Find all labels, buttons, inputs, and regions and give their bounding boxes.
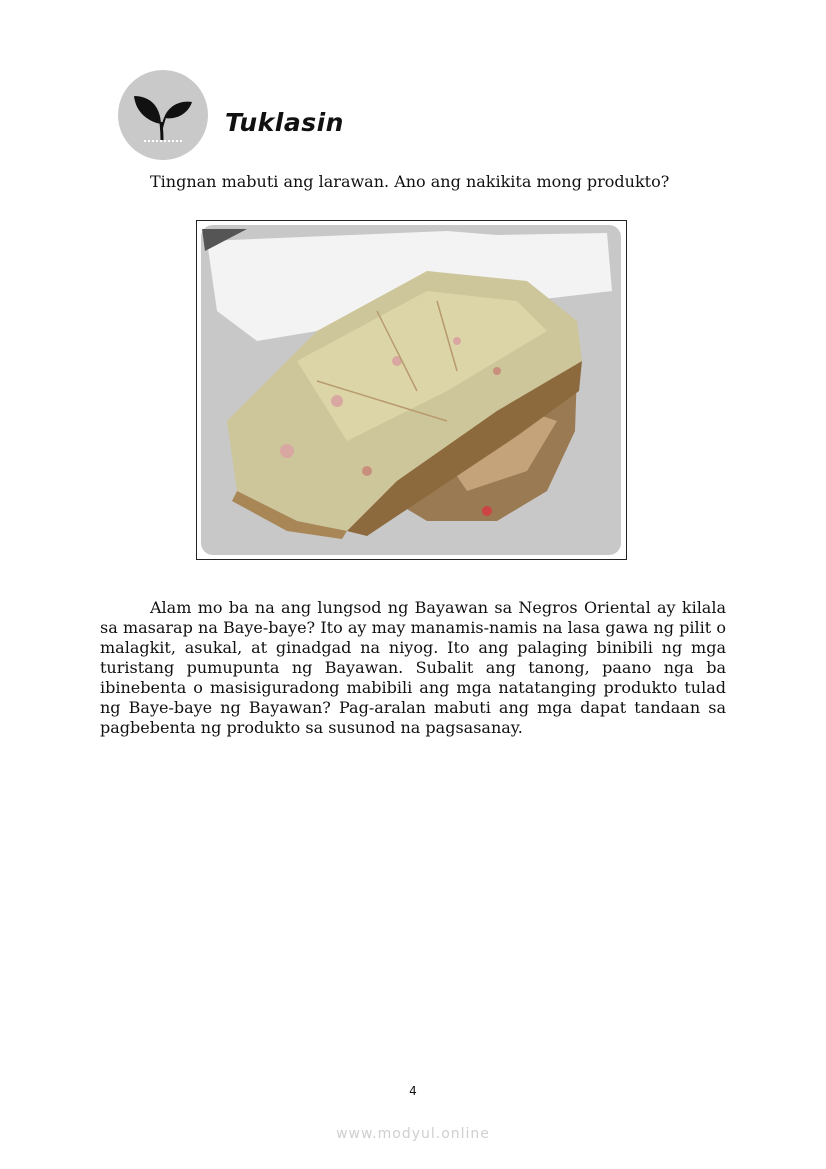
body-paragraph: Alam mo ba na ang lungsod ng Bayawan sa Negros Oriental ay kilala sa masarap na Baye-baye? Ito ay may manamis-namis na lasa gawa ng pilit o malagkit, asukal, at ginadgad na niyog. Ito ang palaging binibili ng mga turistang pumupunta ng Bayawan. Subalit ang tanong, paano nga ba ibinebenta o masisiguradong mabibili ang mga natatanging produkto tulad ng Baye-baye ng Bayawan? Pag-aralan mabuti ang mga dapat tandaan sa pagbebenta ng produkto sa susunod na pagsasanay.: [100, 598, 726, 737]
section-icon-badge: [118, 70, 208, 160]
watermark: www.modyul.online: [336, 1126, 490, 1142]
baye-baye-image: [196, 220, 627, 560]
sprout-icon: [130, 84, 196, 146]
section-title: Tuklasin: [225, 108, 344, 137]
page-number: 4: [409, 1084, 417, 1098]
instruction-text: Tingnan mabuti ang larawan. Ano ang nakikita mong produkto?: [150, 172, 670, 191]
